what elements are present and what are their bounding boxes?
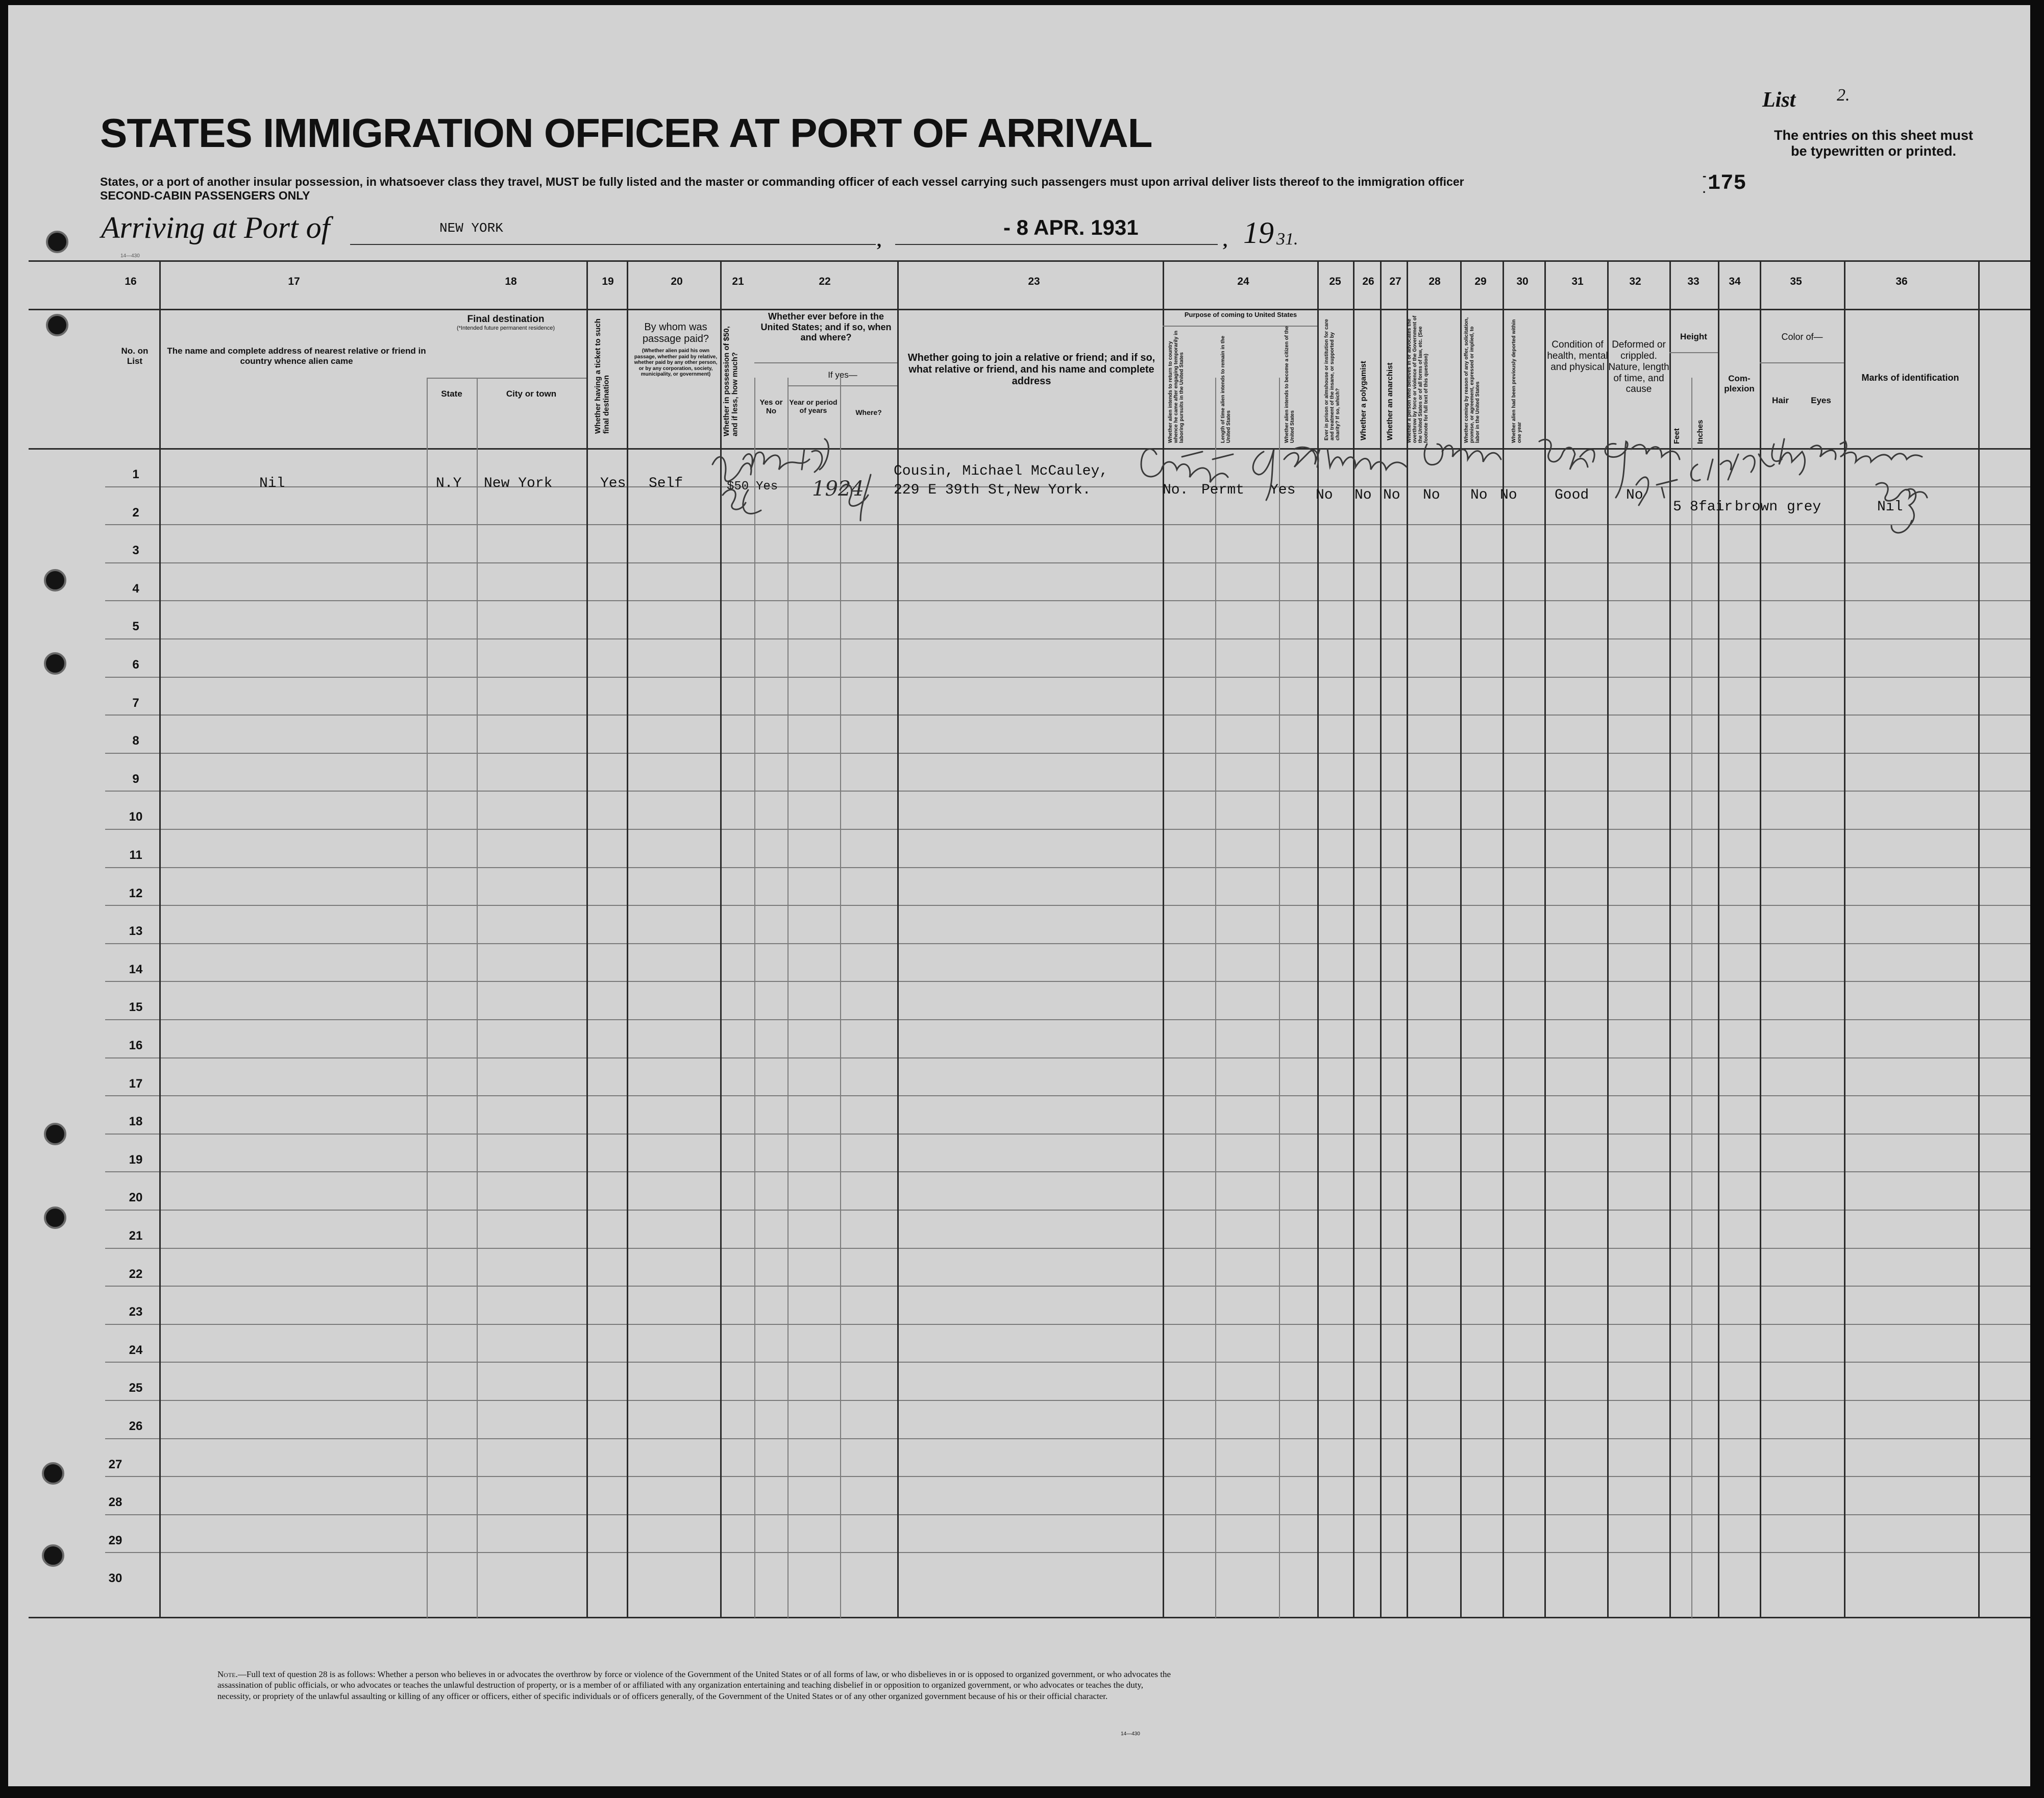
footnote-text: —Full text of question 28 is as follows: Whether a person who believes in or advocates the overthrow by force or violence of the Government of the United States or of all forms of law, or who disbelieves in or is opposed to organized government, or who advocates the assassination of public officials, or who advocates or teaches the unlawful destruction of property, or is a member of or affiliated with any organization entertaining and teaching disbelief in or opposition to organized government, or who advocates or teaches the duty, necessity, or propriety of the unlawful assaulting or killing of any officer or officers, either of specific individuals or of officers generally, of the Government of the United States or of any other organized government because of his or their official character. <box>217 1669 1171 1701</box>
entry-polygamist: No <box>1355 487 1372 503</box>
header-purpose-length: Length of time alien intends to remain in the United States <box>1220 335 1232 443</box>
row-number: 27 <box>108 1457 122 1471</box>
colnum-36: 36 <box>1895 276 1908 287</box>
subtitle: States, or a port of another insular possession, in whatsoever class they travel, MUST be fully listed and the master or commanding officer of each vessel carrying such passengers must upon arrival deliver lists thereof to the immigration officer <box>100 175 1464 188</box>
header-deformed: Deformed or crippled. Nature, length of time, and cause <box>1608 339 1669 395</box>
row-rule <box>105 1171 2030 1172</box>
row-rule <box>105 905 2030 906</box>
cabin-class: SECOND-CABIN PASSENGERS ONLY <box>100 189 310 202</box>
column-rule <box>1978 260 1980 1618</box>
row-rule <box>105 753 2030 754</box>
header-eyes: Eyes <box>1811 396 1831 405</box>
footnote <box>217 1669 1172 1702</box>
row-number: 29 <box>108 1533 122 1547</box>
header-marks: Marks of identification <box>1861 373 1959 383</box>
column-rule <box>159 260 161 1618</box>
row-rule <box>105 1210 2030 1211</box>
handwritten-annotations <box>702 429 1958 582</box>
arriving-label: Arriving at Port of <box>101 211 330 244</box>
header-health: Condition of health, mental and physical <box>1547 339 1608 373</box>
header-money: Whether in possession of $50, and if less, how much? <box>722 326 740 436</box>
port-value: NEW YORK <box>439 220 503 236</box>
row-number: 30 <box>108 1571 122 1586</box>
tick-mark: - . <box>1703 169 1707 195</box>
sheet-number: 175 <box>1708 171 1746 195</box>
header-final-destination: Final destination (*Intended future permanent residence) <box>456 314 555 331</box>
binding-hole <box>42 1544 64 1567</box>
entry-city: New York <box>484 476 553 491</box>
header-purpose: Purpose of coming to United States <box>1184 311 1297 318</box>
row-number: 22 <box>129 1267 143 1281</box>
colnum-28: 28 <box>1429 276 1441 287</box>
entry-money: $50 <box>727 480 749 494</box>
row-number: 15 <box>129 1000 143 1015</box>
header-feet: Feet <box>1672 428 1681 444</box>
form-code: 14—430 <box>120 253 140 259</box>
row-rule <box>105 943 2030 944</box>
entry-deported: No <box>1500 487 1517 503</box>
manifest-sheet <box>8 5 2030 1786</box>
row-rule <box>105 1019 2030 1020</box>
colnum-18: 18 <box>505 276 517 287</box>
entry-hair: brown <box>1735 499 1778 515</box>
row-number: 2 <box>132 505 139 520</box>
colnum-23: 23 <box>1028 276 1040 287</box>
year-suffix: 31. <box>1276 230 1298 249</box>
page-title: STATES IMMIGRATION OFFICER AT PORT OF ARRIVAL <box>100 110 1152 156</box>
row-rule <box>105 1362 2030 1363</box>
entry-ticket: Yes <box>600 476 626 491</box>
header-if-yes: If yes— <box>828 370 857 380</box>
row-number: 13 <box>129 924 143 939</box>
row-rule <box>105 677 2030 678</box>
colnum-34: 34 <box>1729 276 1741 287</box>
date-stamp: - 8 APR. 1931 <box>1003 215 1139 239</box>
entry-years: 1924 <box>812 477 864 501</box>
row-rule <box>105 1324 2030 1325</box>
header-anarchist: Whether an anarchist <box>1386 362 1394 440</box>
colnum-24: 24 <box>1237 276 1249 287</box>
colnum-22: 22 <box>819 276 831 287</box>
header-purpose-citizen: Whether alien intends to become a citizen of the United States <box>1284 326 1295 443</box>
entry-complexion: fair <box>1698 499 1733 515</box>
entry-anarchist: No <box>1383 487 1400 503</box>
entry-state: N.Y <box>436 476 462 491</box>
year-prefix: 19 <box>1243 216 1274 250</box>
header-no-on-list: No. on List <box>121 346 149 366</box>
colnum-19: 19 <box>602 276 614 287</box>
row-number: 16 <box>129 1039 143 1052</box>
colnum-26: 26 <box>1362 276 1374 287</box>
colnum-32: 32 <box>1629 276 1641 287</box>
row-rule <box>105 1248 2030 1249</box>
entry-eyes: grey <box>1787 499 1821 515</box>
comma: , <box>1223 230 1227 251</box>
entry-deformed: No <box>1626 487 1643 503</box>
row-number: 1 <box>132 467 139 481</box>
entry-citizen: Yes <box>1270 482 1296 498</box>
entry-join-line1: Cousin, Michael McCauley, <box>894 463 1109 479</box>
subheader-rule <box>754 362 897 363</box>
header-color-of: Color of— <box>1781 332 1823 342</box>
header-year: Year or period of years <box>789 398 838 415</box>
binding-hole <box>44 1123 66 1145</box>
row-number: 12 <box>129 886 143 900</box>
subheader-rule <box>1669 352 1718 353</box>
row-number: 10 <box>129 810 143 824</box>
header-state: State <box>441 389 462 399</box>
entry-feet: 5 <box>1673 499 1682 515</box>
row-rule <box>105 1552 2030 1553</box>
entry-inches: 8 <box>1690 499 1698 515</box>
row-number: 28 <box>108 1495 122 1510</box>
subheader-rule <box>1760 362 1844 363</box>
header-purpose-return: Whether alien intends to return to country whence he came after engaging temporarily in laboring pursuits in the United States <box>1168 330 1185 443</box>
binding-hole <box>44 569 66 592</box>
row-rule <box>105 1400 2030 1401</box>
entry-relative: Nil <box>259 476 285 491</box>
row-number: 19 <box>129 1152 143 1167</box>
header-inches: Inches <box>1696 420 1705 444</box>
header-hair: Hair <box>1771 396 1789 405</box>
footnote-label: Note. <box>217 1669 238 1679</box>
colnum-33: 33 <box>1687 276 1700 287</box>
row-number: 6 <box>132 658 139 672</box>
header-complexion: Com-plexion <box>1724 374 1755 393</box>
header-offer: Whether coming by reason of any offer, solicitation, promise, or agreement, expressed or implied, to labor in the United States <box>1464 317 1481 443</box>
row-rule <box>105 638 2030 639</box>
typed-note: The entries on this sheet must be typewritten or printed. <box>1774 128 1974 159</box>
colnum-29: 29 <box>1474 276 1487 287</box>
row-rule <box>105 829 2030 830</box>
binding-hole <box>46 314 68 336</box>
row-number: 9 <box>132 772 139 786</box>
header-city: City or town <box>506 389 557 399</box>
row-number: 26 <box>129 1419 143 1433</box>
list-label: List <box>1762 88 1796 112</box>
row-number: 17 <box>129 1076 143 1091</box>
row-rule <box>105 1438 2030 1439</box>
table-top-rule <box>29 260 2030 262</box>
row-number: 14 <box>129 962 143 976</box>
colnum-30: 30 <box>1516 276 1529 287</box>
subheader-rule <box>787 385 897 386</box>
header-passage-paid: By whom was passage paid? (Whether alien paid his own passage, whether paid by relative, whether paid by any other person, or by any corporation, society, municipality, or government) <box>634 322 718 377</box>
row-number: 3 <box>132 544 139 558</box>
header-ever-before: Whether ever before in the United States; and if so, when and where? <box>760 311 892 343</box>
colnum-20: 20 <box>671 276 683 287</box>
entry-health: Good <box>1555 487 1589 503</box>
row-number: 8 <box>132 734 139 748</box>
header-yes-no: Yes or No <box>759 398 783 416</box>
colnum-35: 35 <box>1790 276 1802 287</box>
row-rule <box>105 715 2030 716</box>
entry-marks: Nil <box>1877 499 1903 515</box>
row-number: 25 <box>129 1381 143 1395</box>
row-number: 18 <box>129 1115 143 1129</box>
row-number: 20 <box>129 1191 143 1205</box>
list-number: 2. <box>1837 86 1850 105</box>
column-rule <box>586 260 588 1618</box>
header-polygamist: Whether a polygamist <box>1359 361 1368 440</box>
row-rule <box>105 1057 2030 1058</box>
port-underline <box>350 244 876 245</box>
entry-q28: No <box>1423 487 1440 503</box>
header-height: Height <box>1680 332 1707 341</box>
colnum-27: 27 <box>1389 276 1401 287</box>
row-rule <box>105 867 2030 868</box>
colnum-25: 25 <box>1329 276 1341 287</box>
entry-join-line2: 229 E 39th St,New York. <box>894 482 1091 498</box>
row-number: 4 <box>132 581 139 596</box>
binding-hole <box>44 652 66 675</box>
colnum-17: 17 <box>288 276 300 287</box>
binding-hole <box>42 1462 64 1485</box>
entry-length-stay: Permt <box>1201 482 1245 498</box>
row-rule <box>105 1514 2030 1515</box>
table-bottom-rule <box>29 1617 2030 1618</box>
comma: , <box>877 230 881 251</box>
header-rule <box>29 309 2030 310</box>
entry-offer: No <box>1470 487 1488 503</box>
header-nearest-relative: The name and complete address of nearest relative or friend in country whence alien came <box>167 346 426 366</box>
header-join-relative: Whether going to join a relative or friend; and if so, what relative or friend, and his name and complete address <box>907 352 1155 387</box>
colnum-16: 16 <box>125 276 137 287</box>
row-number: 5 <box>132 620 139 634</box>
subheader-rule <box>427 378 586 379</box>
entry-return: No. <box>1163 482 1189 498</box>
colnum-21: 21 <box>732 276 744 287</box>
binding-hole <box>44 1206 66 1229</box>
row-rule <box>105 981 2030 982</box>
row-rule <box>105 600 2030 601</box>
column-rule <box>477 378 478 1618</box>
date-underline <box>895 244 1218 245</box>
form-number: 14—430 <box>1121 1731 1140 1737</box>
binding-hole <box>46 231 68 253</box>
colnum-31: 31 <box>1571 276 1584 287</box>
header-ticket: Whether having a ticket to such final destination <box>594 318 611 434</box>
row-number: 24 <box>129 1343 143 1357</box>
header-question-28: Whether a person who believes in or advocates the overthrow by force or violence of the Government of the United States or of all forms of law, etc. (See footnote for full text of this question) <box>1407 315 1429 443</box>
row-rule <box>105 1286 2030 1287</box>
column-rule <box>427 378 428 1618</box>
row-number: 11 <box>129 848 142 862</box>
header-deported: Whether alien had been previously deported within one year <box>1511 319 1522 443</box>
row-rule <box>105 1134 2030 1135</box>
row-rule <box>105 1095 2030 1096</box>
row-rule <box>105 1476 2030 1477</box>
entry-before: Yes <box>756 480 778 494</box>
row-number: 7 <box>132 696 139 710</box>
entry-prison: No <box>1316 487 1333 503</box>
row-number: 23 <box>129 1305 143 1319</box>
header-prison: Ever in prison or almshouse or institution for care and treatment of the insane, or supported by charity? If so, which? <box>1324 319 1341 440</box>
row-rule <box>105 791 2030 792</box>
row-number: 21 <box>129 1229 143 1243</box>
entry-paid-by: Self <box>649 476 683 491</box>
column-rule <box>627 260 628 1618</box>
header-where: Where? <box>855 408 882 416</box>
